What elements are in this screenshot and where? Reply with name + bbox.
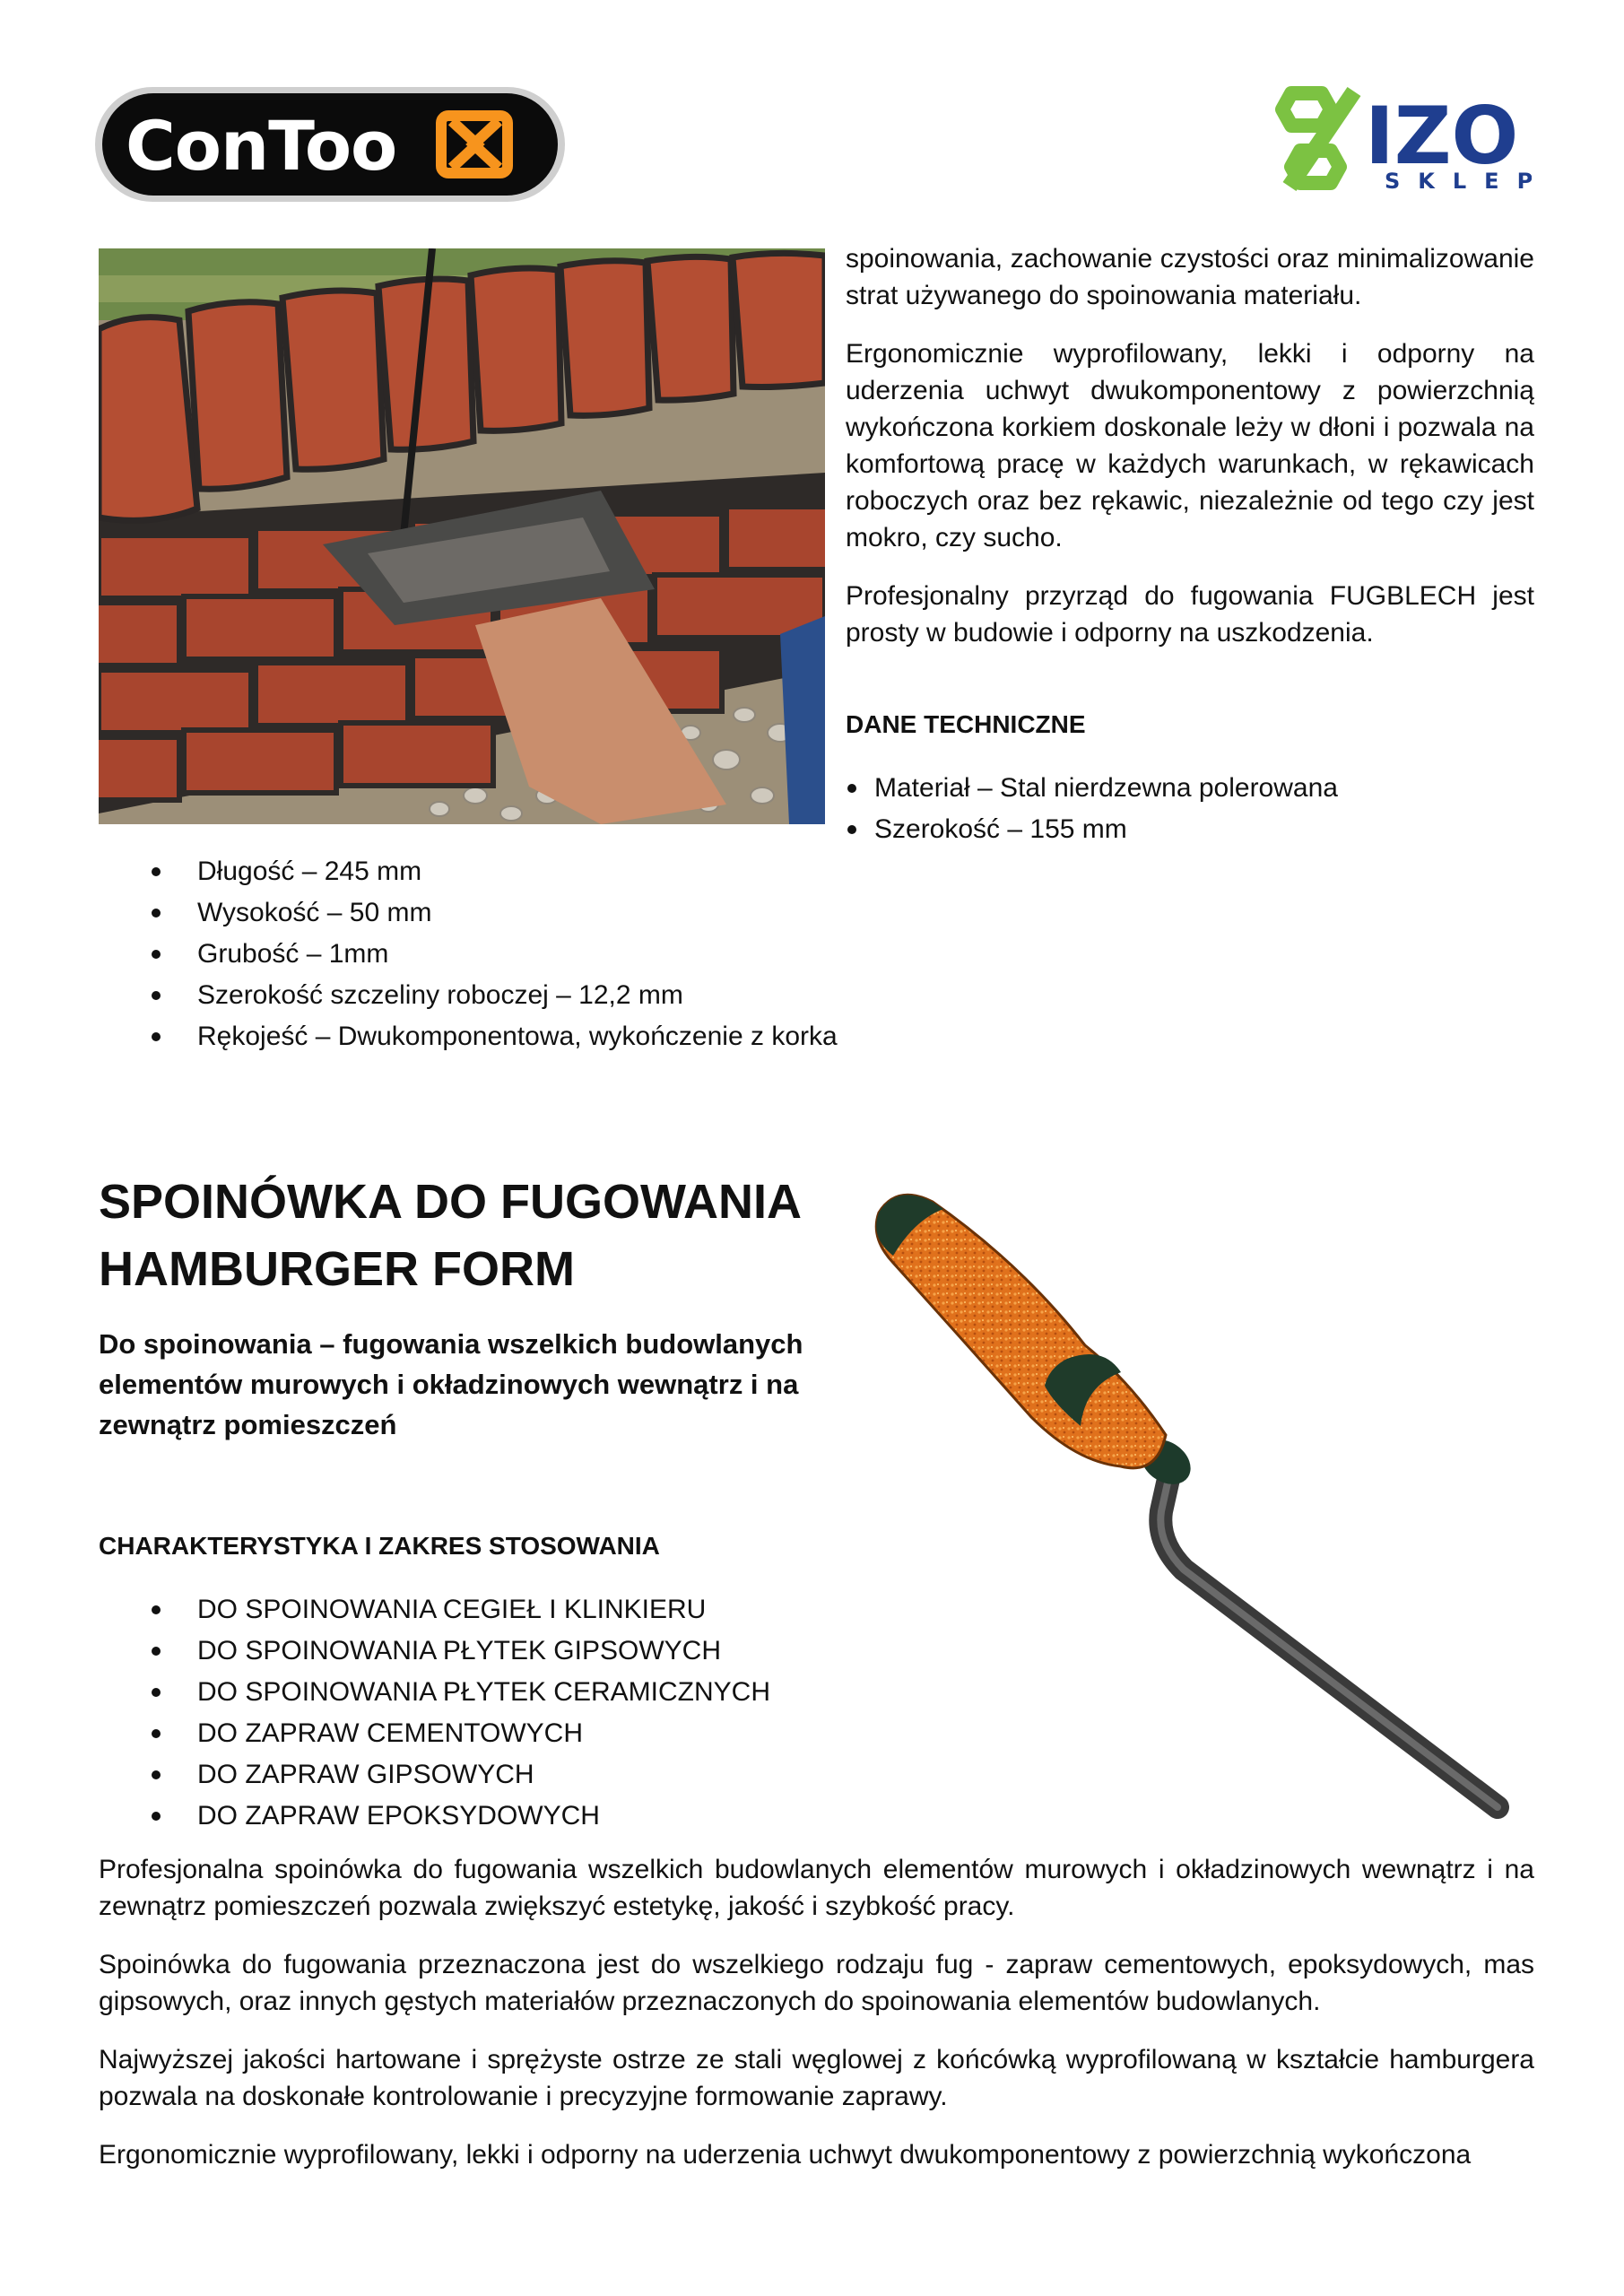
spec-item: Długość – 245 mm — [99, 851, 995, 892]
brick-wall-photo — [99, 248, 825, 824]
description-paragraph-3: Najwyższej jakości hartowane i sprężyste ostrze ze stali węglowej z końcówką wyprofilowaną w kształcie hamburgera pozwala na doskonałe kontrolowanie i precyzyjne formowanie zaprawy. — [99, 2045, 1534, 2111]
technical-specs-list — [846, 768, 1527, 850]
product-title — [99, 1169, 861, 1303]
spec-item: Rękojeść – Dwukomponentowa, wykończenie z korka — [99, 1016, 995, 1057]
features-list — [99, 1589, 870, 1837]
features-heading: CHARAKTERYSTYKA I ZAKRES STOSOWANIA — [99, 1532, 660, 1560]
feature-item: DO ZAPRAW GIPSOWYCH — [99, 1754, 870, 1796]
product-title-line-2: HAMBURGER FORM — [99, 1242, 575, 1296]
description-paragraph-4: Ergonomicznie wyprofilowany, lekki i odporny na uderzenia uchwyt dwukomponentowy z powierzchnią wykończona — [99, 2140, 1472, 2170]
feature-item: DO SPOINOWANIA PŁYTEK CERAMICZNYCH — [99, 1672, 870, 1713]
feature-item: DO SPOINOWANIA CEGIEŁ I KLINKIERU — [99, 1589, 870, 1631]
izo-sklep-logo — [1272, 86, 1532, 194]
contoo-logo — [93, 85, 567, 204]
spec-item: Szerokość – 155 mm — [846, 809, 1527, 850]
product-subtitle: Do spoinowania – fugowania wszelkich budowlanych elementów murowych i okładzinowych wewnątrz i na zewnątrz pomieszczeń — [99, 1328, 803, 1440]
spec-item: Wysokość – 50 mm — [99, 892, 995, 934]
feature-item: DO SPOINOWANIA PŁYTEK GIPSOWYCH — [99, 1631, 870, 1672]
spec-item: Grubość – 1mm — [99, 934, 995, 975]
hamburger-trowel-photo — [861, 1166, 1542, 1848]
dimensions-list — [99, 851, 995, 1057]
description-paragraph-2: Spoinówka do fugowania przeznaczona jest do wszelkiego rodzaju fug - zapraw cementowych, epoksydowych, mas gipsowych, oraz innych gęstych materiałów przeznaczonych do spoinowania elementów budowlanych. — [99, 1950, 1534, 2016]
feature-item: DO ZAPRAW CEMENTOWYCH — [99, 1713, 870, 1754]
intro-paragraph-2: Ergonomicznie wyprofilowany, lekki i odporny na uderzenia uchwyt dwukomponentowy z powierzchnią wykończona korkiem doskonale leży w dłoni i pozwala na komfortową pracę w każdych warunkach, w rękawicach roboczych oraz bez rękawic, niezależnie od tego czy jest mokro, czy sucho. — [846, 339, 1534, 552]
intro-paragraph-1: spoinowania, zachowanie czystości oraz minimalizowanie strat używanego do spoinowania materiału. — [846, 244, 1534, 310]
description-paragraph-1: Profesjonalna spoinówka do fugowania wszelkich budowlanych elementów murowych i okładzinowych wewnątrz i na zewnątrz pomieszczeń pozwala zwiększyć estetykę, jakość i szybkość pracy. — [99, 1855, 1534, 1921]
svg-text:ConToo: ConToo — [126, 106, 397, 186]
intro-paragraph-3: Profesjonalny przyrząd do fugowania FUGBLECH jest prosty w budowie i odporny na uszkodzenia. — [846, 581, 1534, 648]
izo-percent-icon — [1282, 91, 1354, 187]
svg-text:SKLEP: SKLE — [1385, 169, 1517, 194]
product-title-line-1: SPOINÓWKA DO FUGOWANIA — [99, 1175, 802, 1229]
svg-text:IZO: IZO — [1365, 90, 1519, 182]
spec-item: Materiał – Stal nierdzewna polerowana — [846, 768, 1527, 809]
spec-item: Szerokość szczeliny roboczej – 12,2 mm — [99, 975, 995, 1016]
feature-item: DO ZAPRAW EPOKSYDOWYCH — [99, 1796, 870, 1837]
technical-data-heading: DANE TECHNICZNE — [846, 710, 1086, 738]
